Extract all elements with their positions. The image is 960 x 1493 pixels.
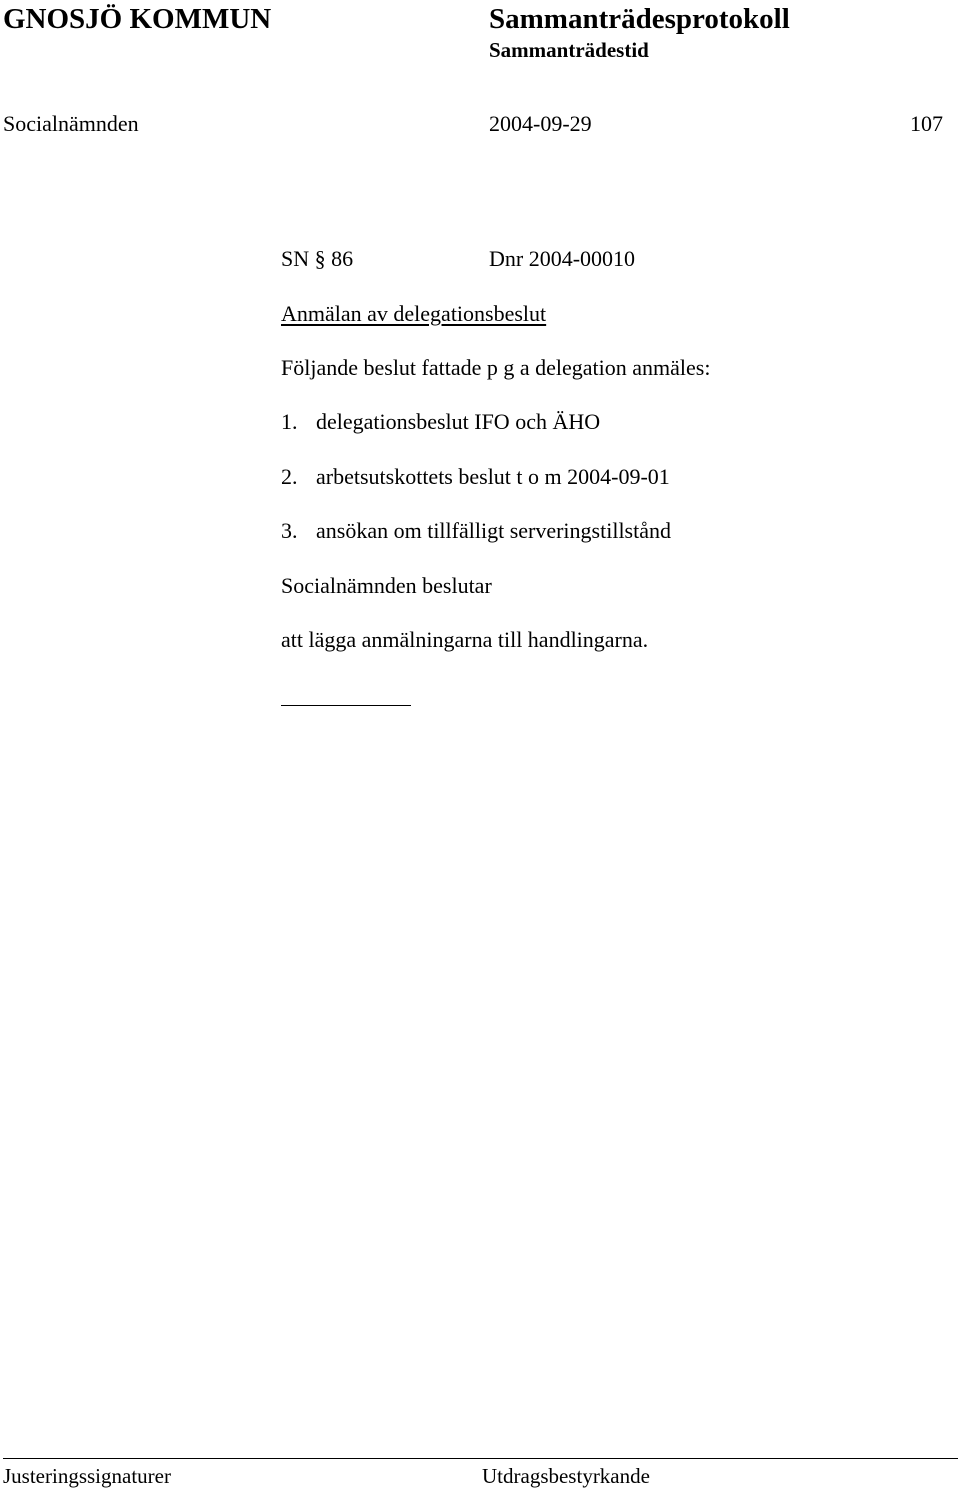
signature-label: Justeringssignaturer: [3, 1464, 171, 1488]
section-number: SN § 86: [281, 246, 354, 271]
section-end-divider: [281, 705, 411, 706]
list-item: [281, 466, 670, 488]
list-item: [281, 411, 600, 433]
extract-certification-label: Utdragsbestyrkande: [482, 1464, 650, 1488]
document-type: Sammanträdesprotokoll: [489, 3, 790, 35]
municipality-name: GNOSJÖ KOMMUN: [3, 3, 272, 35]
list-item-number: 1.: [281, 409, 298, 434]
footer-divider: [3, 1458, 958, 1459]
decision-heading: Socialnämnden beslutar: [281, 573, 492, 598]
diary-number: Dnr 2004-00010: [489, 246, 636, 271]
list-item-text: ansökan om tillfälligt serveringstillstånd: [316, 518, 671, 543]
matter-intro: Följande beslut fattade p g a delegation anmäles:: [281, 355, 711, 380]
list-item-number: 2.: [281, 464, 298, 489]
list-item-text: arbetsutskottets beslut t o m 2004-09-01: [316, 464, 670, 489]
list-item-text: delegationsbeslut IFO och ÄHO: [316, 409, 601, 434]
meeting-date: 2004-09-29: [489, 111, 592, 136]
matter-title: Anmälan av delegationsbeslut: [281, 301, 547, 326]
meeting-time-label: Sammanträdestid: [489, 38, 649, 62]
page-number: 107: [910, 111, 943, 136]
list-item: [281, 520, 671, 542]
committee-name: Socialnämnden: [3, 111, 139, 136]
decision-text: att lägga anmälningarna till handlingarna.: [281, 627, 649, 652]
list-item-number: 3.: [281, 518, 298, 543]
